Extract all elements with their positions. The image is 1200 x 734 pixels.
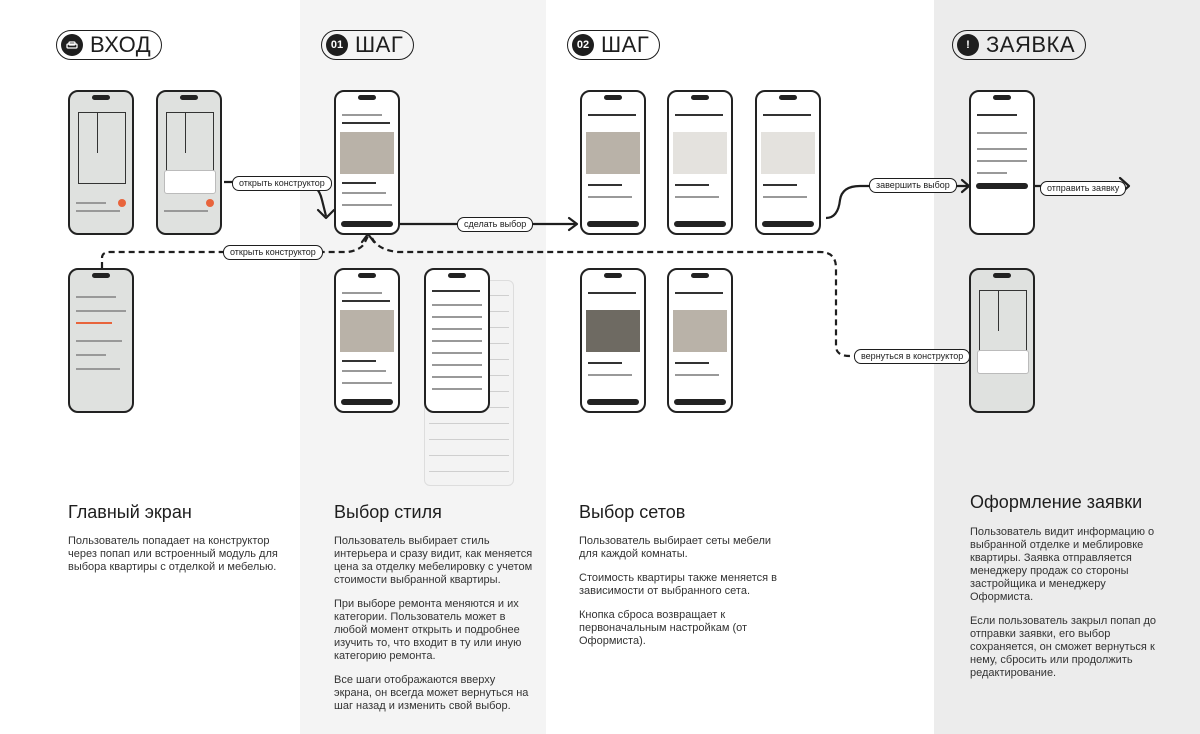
phone-main-popup [156,90,222,235]
label-finish-choice: завершить выбор [869,178,957,193]
paragraph: Стоимость квартиры также меняется в зависимости от выбранного сета. [579,572,778,597]
badge-label: ШАГ [601,32,650,57]
paragraph: Кнопка сброса возвращает к первоначальным настройкам (от Оформиста). [579,609,748,647]
badge-label: ВХОД [90,32,152,57]
step-number: 02 [572,34,594,56]
phone-main-screen [68,90,134,235]
title-set-choice: Выбор сетов [579,502,686,522]
paragraph: Все шаги отображаются вверху экрана, он всегда может вернуться на шаг назад и изменить свой выбор. [334,674,529,712]
phone-style-choice [334,90,400,235]
label-return-constructor: вернуться в конструктор [854,349,970,364]
title-request: Оформление заявки [970,492,1143,512]
label-make-choice: сделать выбор [457,217,533,232]
paragraph: Пользователь видит информацию о выбранной отделке и меблировке квартиры. Заявка отправляется менеджеру продаж со стороны застройщика и менеджеру Оформиста. [970,526,1155,603]
phone-set-kitchen [580,268,646,413]
phone-main-module [68,268,134,413]
paragraph: Пользователь попадает на конструктор через попап или встроенный модуль для выбора квартиры с отделкой и мебелью. [68,535,278,573]
phone-set-bathroom [667,268,733,413]
paragraph: Пользователь выбирает сеты мебели для каждой комнаты. [579,535,772,560]
badge-label: ЗАЯВКА [986,32,1076,57]
desc-style-choice [334,535,534,724]
label-send-request: отправить заявку [1040,181,1126,196]
paragraph: Пользователь выбирает стиль интерьера и сразу видит, как меняется цена за отделку мебелировку с учетом стоимости выбранной квартиры. [334,535,533,586]
title-main-screen: Главный экран [68,502,192,522]
phone-set-empty [755,90,821,235]
label-open-constructor: открыть конструктор [232,176,332,191]
desc-main-screen [68,535,278,585]
badge-label: ШАГ [355,32,404,57]
title-style-choice: Выбор стиля [334,502,442,522]
desc-set-choice [579,535,779,659]
label-open-constructor-dashed: открыть конструктор [223,245,323,260]
phone-style-choice-alt [334,268,400,413]
phone-return-plan [969,268,1035,413]
phone-request-form [969,90,1035,235]
exclamation-icon: ! [957,34,979,56]
phone-set-living-room [580,90,646,235]
step-number: 01 [326,34,348,56]
phone-set-hallway [667,90,733,235]
paragraph: При выборе ремонта меняются и их категории. Пользователь может в любой момент открыть и подробнее изучить то, что входит в ту или иную категорию ремонта. [334,598,522,662]
phone-category-details [424,268,490,413]
desc-request [970,526,1160,691]
paragraph: Если пользователь закрыл попап до отправки заявки, его выбор сохраняется, он сможет вернуться к нему, сбросить или продолжить редактирование. [970,615,1156,679]
